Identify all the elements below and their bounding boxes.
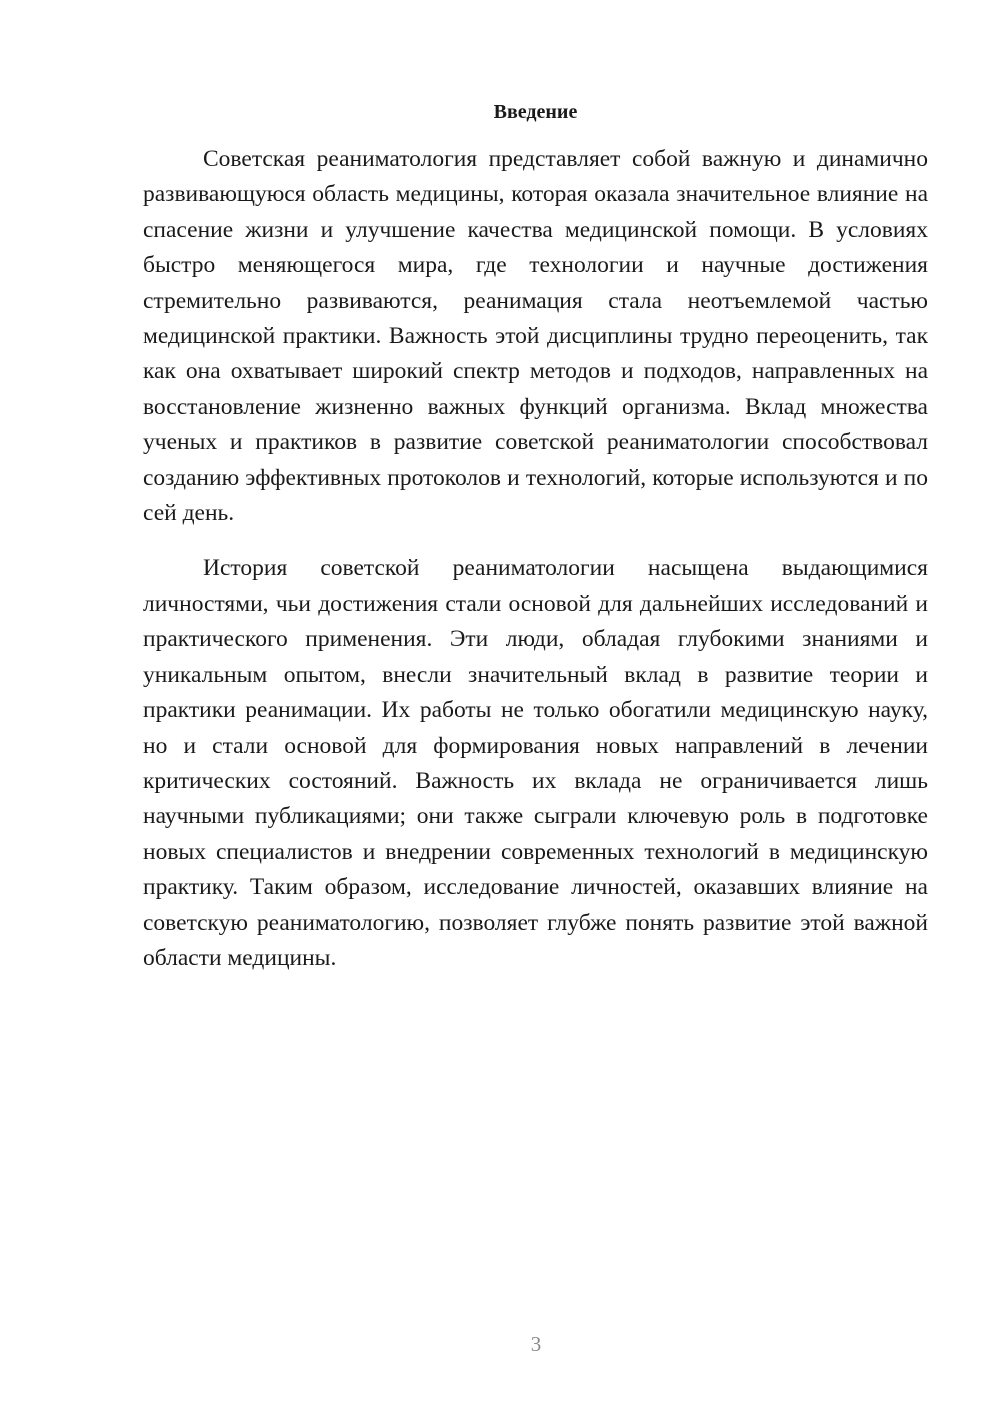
section-title: Введение: [493, 101, 578, 123]
body-text: [143, 142, 928, 976]
paragraph-1: Советская реаниматология представляет собой важную и динамично развивающуюся область медицины, которая оказала значительное влияние на спасение жизни и улучшение качества медицинской помощи. В условиях быстро меняющегося мира, где технологии и научные достижения стремительно развиваются, реанимация стала неотъемлемой частью медицинской практики. Важность этой дисциплины трудно переоценить, так как она охватывает широкий спектр методов и подходов, направленных на восстановление жизненно важных функций организма. Вклад множества ученых и практиков в развитие советской реаниматологии способствовал созданию эффективных протоколов и технологий, которые используются и по сей день.: [143, 146, 928, 527]
page-number: 3: [530, 1332, 542, 1356]
paragraph-2: История советской реаниматологии насыщена выдающимися личностями, чьи достижения стали основой для дальнейших исследований и практического применения. Эти люди, обладая глубокими знаниями и уникальным опытом, внесли значительный вклад в развитие теории и практики реанимации. Их работы не только обогатили медицинскую науку, но и стали основой для формирования новых направлений в лечении критических состояний. Важность их вклада не ограничивается лишь научными публикациями; они также сыграли ключевую роль в подготовке новых специалистов и внедрении современных технологий в медицинскую практику. Таким образом, исследование личностей, оказавших влияние на советскую реаниматологию, позволяет глубже понять развитие этой важной области медицины.: [143, 555, 928, 971]
